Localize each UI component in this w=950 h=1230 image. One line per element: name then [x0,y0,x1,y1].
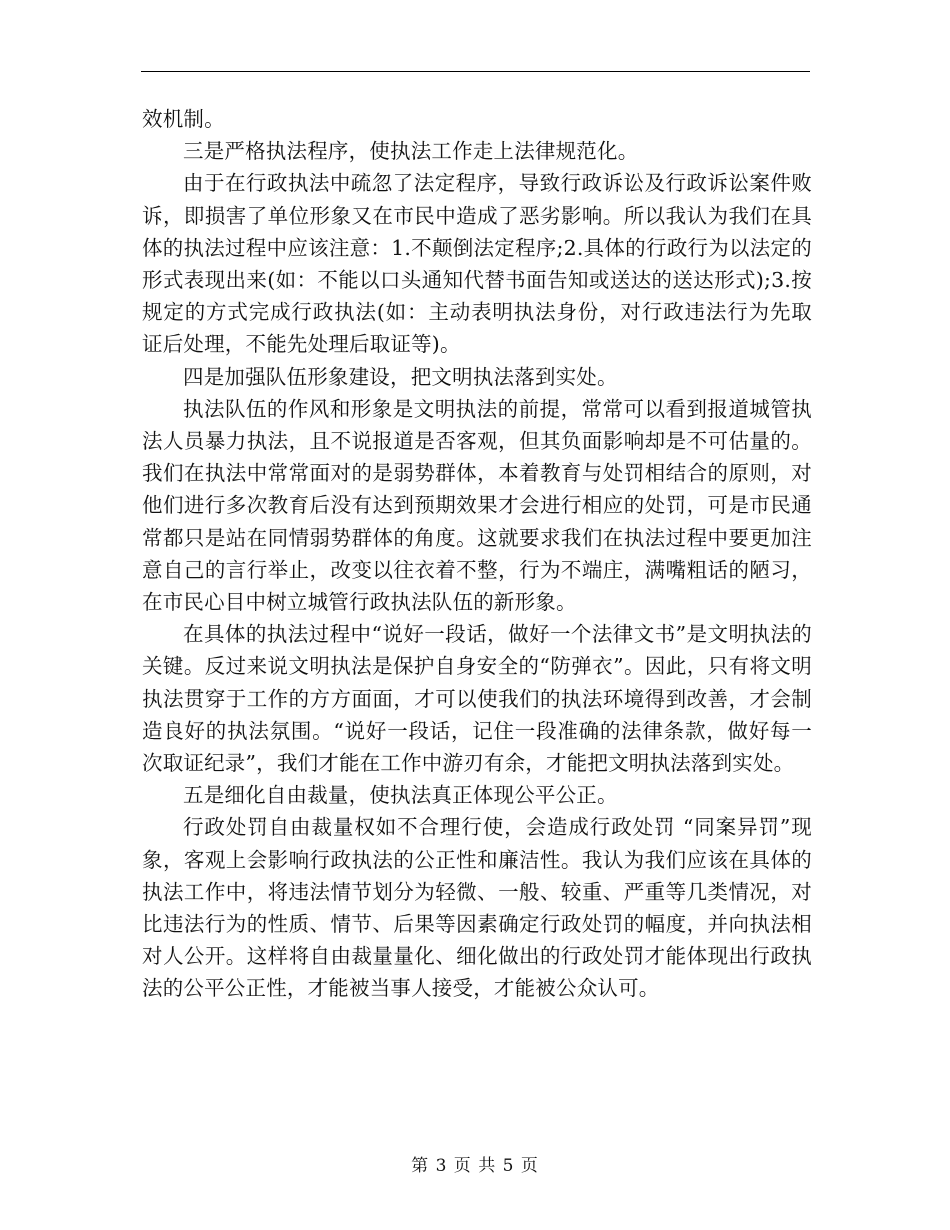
page-number-footer: 第 3 页 共 5 页 [411,1156,539,1176]
section-heading-three: 三是严格执法程序，使执法工作走上法律规范化。 [183,139,639,164]
header-rule [141,71,810,72]
paragraph: 效机制。 [142,107,225,131]
section-heading-five: 五是细化自由裁量，使执法真正体现公平公正。 [183,783,618,808]
paragraph: 由于在行政执法中疏忽了法定程序，导致行政诉讼及行政诉讼案件败诉，即损害了单位形象又在市民中造成了恶劣影响。所以我认为我们在具体的执法过程中应该注意：1.不颠倒法定程序;2.具体的行政行为以法定的形式表现出来(如：不能以口头通知代替书面告知或送达的送达形式);3.按规定的方式完成行政执法(如：主动表明执法身份，对行政违法行为先取证后处理，不能先处理后取证等)。 [142,171,812,357]
paragraph: 在具体的执法过程中“说好一段话，做好一个法律文书”是文明执法的关键。反过来说文明执法是保护自身安全的“防弹衣”。因此，只有将文明执法贯穿于工作的方方面面，才可以使我们的执法环境得到改善，才会制造良好的执法氛围。“说好一段话，记住一段准确的法律条款，做好每一次取证纪录”，我们才能在工作中游刃有余，才能把文明执法落到实处。 [142,622,812,776]
paragraph: 行政处罚自由裁量权如不合理行使，会造成行政处罚 “同案异罚”现象，客观上会影响行政执法的公正性和廉洁性。我认为我们应该在具体的执法工作中，将违法情节划分为轻微、一般、较重、严重等几类情况，对比违法行为的性质、情节、后果等因素确定行政处罚的幅度，并向执法相对人公开。这样将自由裁量量化、细化做出的行政处罚才能体现出行政执法的公平公正性，才能被当事人接受，才能被公众认可。 [142,815,812,1001]
section-heading-four: 四是加强队伍形象建设，把文明执法落到实处。 [183,364,618,389]
document-body [142,103,812,1005]
paragraph: 执法队伍的作风和形象是文明执法的前提，常常可以看到报道城管执法人员暴力执法，且不说报道是否客观，但其负面影响却是不可估量的。我们在执法中常常面对的是弱势群体，本着教育与处罚相结合的原则，对他们进行多次教育后没有达到预期效果才会进行相应的处罚，可是市民通常都只是站在同情弱势群体的角度。这就要求我们在执法过程中要更加注意自己的言行举止，改变以往衣着不整，行为不端庄，满嘴粗话的陋习，在市民心目中树立城管行政执法队伍的新形象。 [142,396,812,615]
